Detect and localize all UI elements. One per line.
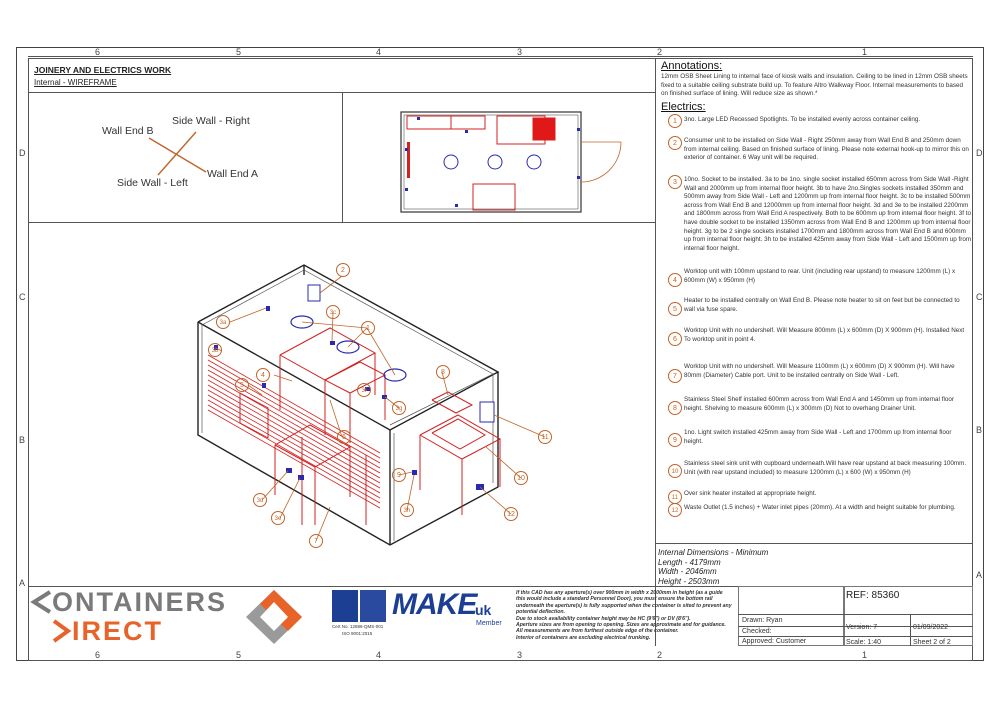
callout-12: 12 (504, 507, 518, 521)
ruler-col-1-bottom: 1 (862, 650, 868, 660)
views-divider (28, 222, 655, 223)
callout-6: 6 (337, 430, 351, 444)
dims-divider (655, 543, 973, 544)
callout-8: 8 (436, 365, 450, 379)
internal-dimensions (658, 548, 768, 586)
label-side-wall-right: Side Wall - Right (172, 115, 250, 127)
make-uk-suffix: uk (475, 602, 492, 618)
item-text: Heater to be installed centrally on Wall End B. Please note heater to sit on feet but be connected to wall via fuse spare. (684, 297, 960, 313)
callout-11: 11 (538, 430, 552, 444)
item-number: 12 (668, 503, 682, 517)
ruler-col-4-top: 4 (376, 47, 382, 57)
ruler-row-c-right: C (976, 292, 983, 302)
make-uk-member: Member (476, 620, 502, 627)
callout-9: 9 (392, 468, 406, 482)
certification-badges (332, 590, 386, 640)
callout-3b: 3b (208, 343, 222, 357)
callout-10: 10 (514, 471, 528, 485)
ruler-col-2-bottom: 2 (657, 650, 663, 660)
electrics-item-1 (661, 114, 972, 128)
electrics-item-6 (661, 327, 972, 347)
item-text: 10no. Socket to be installed. 3a to be 1no. single socket installed 650mm across from Side Wall -Right Wall and 2000mm up from internal floor height. 3b to have 2no.Singles sockets installed 350mm and 500mm away from Side Wall - Left and 1200mm up from internal floor height. 3c to be installed 500mm across from Wall End B and 12000mm up from internal floor height. 3d and 3e to be installed 2200mm and 1800mm across from Wall End A respectively. Both to be 600mm up from internal floor height. 3f to have double socket to be installed 1350mm across from Wall End B and 1200mm up from internal floor height. 3g to be 2 single sockets installed 1700mm and 1800mm across from Wall End B and 600mm up from internal floor height. 3h to be installed 425mm away from Side Wall - Left and 1500mm up from internal floor height. (684, 176, 972, 252)
callout-3g: 3g (392, 401, 406, 415)
plan-view (395, 104, 635, 216)
logo-line-2: IRECT (72, 616, 163, 646)
ruler-row-b-right: B (976, 425, 983, 435)
callout-4: 4 (256, 368, 270, 382)
logo-d-mark-icon (50, 619, 72, 643)
approved-by: Approved: Customer (742, 638, 807, 645)
containers-direct-logo (30, 588, 318, 646)
item-text: Over sink heater installed at appropriate height. (684, 490, 817, 497)
note-4: All measurements are from furthest outside edge of the container. (516, 628, 679, 635)
ruler-col-6-bottom: 6 (95, 650, 101, 660)
ukas-badge-icon (360, 590, 386, 622)
checked-by: Checked: (742, 628, 772, 635)
ruler-col-5-bottom: 5 (236, 650, 242, 660)
make-uk-logo (392, 588, 512, 638)
callout-3d: 3d (253, 493, 267, 507)
tb-row-line-3 (738, 636, 973, 637)
ruler-row-c-left: C (19, 292, 26, 302)
version: Version: 7 (846, 624, 878, 631)
isometric-wireframe (30, 225, 652, 583)
label-side-wall-left: Side Wall - Left (117, 177, 188, 189)
callout-5: 5 (235, 378, 249, 392)
item-number: 5 (668, 302, 682, 316)
electrics-item-7 (661, 363, 972, 385)
callout-1: 1 (361, 321, 375, 335)
annotations-text: 12mm OSB Sheet Lining to internal face of kiosk walls and insulation. Ceiling to be lined in 12mm OSB sheets fixed to a suitable ceiling substrate build up. To feature Altro Walkway Floor. Internal measurements to based on finished surface of lining. Will reduce size as shown.* (661, 73, 968, 97)
logo-line-1: ONTAINERS (52, 587, 228, 617)
iso-number: ISO 9001:2015 (342, 631, 373, 636)
item-text: Stainless Steel Shelf installed 600mm across from Wall End A and 1450mm up from internal floor height. Shelving to measure 600mm (L) x 300mm (D) Not to overhang Drainer Unit. (684, 396, 954, 412)
electrics-item-4 (661, 268, 972, 288)
electrics-item-8 (661, 396, 972, 416)
cert-number: Cert No. 12886-QMS-001 (332, 624, 384, 629)
item-number: 9 (668, 433, 682, 447)
ruler-col-3-top: 3 (517, 47, 523, 57)
make-uk-wordmark: MAKE (392, 588, 477, 621)
item-text: Stainless steel sink unit with cupboard underneath.Will have rear upstand at back measuring 100mm. Unit (with rear upstand included) to measure 1200mm (L) x 600 (W) x 950mm (H) (684, 460, 967, 476)
item-number: 11 (668, 490, 682, 504)
logo-c-mark-icon (30, 590, 52, 614)
label-wall-end-b: Wall End B (102, 125, 154, 137)
plan-view-drawing (395, 104, 635, 216)
callout-3a: 3a (216, 315, 230, 329)
logo-arrow-icon (244, 588, 318, 646)
dims-heading: Internal Dimensions - Minimum (658, 548, 769, 557)
orientation-cross (28, 92, 342, 222)
electrics-item-9 (661, 429, 972, 449)
tb-row-line-1 (738, 614, 973, 615)
reference-number: REF: 85360 (846, 590, 900, 601)
item-text: Waste Outlet (1.5 inches) + Water inlet pipes (20mm). At a width and height suitable for plumbing. (684, 504, 956, 511)
item-text: 1no. Light switch installed 425mm away from Side Wall - Left and 1700mm up from internal floor height. (684, 429, 952, 445)
sheet-number: Sheet 2 of 2 (913, 639, 951, 646)
item-number: 7 (668, 369, 682, 383)
item-number: 3 (668, 175, 682, 189)
electrics-item-5 (661, 297, 972, 317)
callout-3c: 3c (326, 305, 340, 319)
electrics-item-3 (661, 175, 972, 259)
disclaimer-notes (516, 590, 732, 641)
callout-3h: 3h (400, 503, 414, 517)
ruler-col-6-top: 6 (95, 47, 101, 57)
ruler-col-1-top: 1 (862, 47, 868, 57)
top-ruler-line (28, 56, 973, 57)
annotations-heading: Annotations: (661, 60, 723, 72)
callout-7: 7 (309, 534, 323, 548)
electrics-item-2 (661, 136, 972, 166)
note-3: Aperture sizes are from opening to opening. Sizes are approximate and for guidance. (516, 622, 726, 629)
right-panel-divider (655, 58, 656, 646)
ruler-row-a-left: A (19, 578, 26, 588)
note-2: Due to stock availability container height may be HC (9'6") or DV (8'6"). (516, 615, 691, 622)
isometric-view (30, 225, 652, 583)
drawing-title: JOINERY AND ELECTRICS WORK (34, 65, 172, 75)
callout-3e: 3e (271, 511, 285, 525)
dims-width: Width - 2046mm (658, 567, 717, 576)
cert-badge-icon (332, 590, 358, 622)
dims-length: Length - 4179mm (658, 557, 721, 567)
label-wall-end-a: Wall End A (207, 168, 258, 180)
top-views-divider (342, 92, 343, 222)
orientation-key (28, 92, 342, 222)
drawn-by: Drawn: Ryan (742, 617, 783, 624)
electrics-item-11 (661, 490, 972, 504)
dims-height: Height - 2503mm (658, 576, 720, 586)
callout-2: 2 (336, 263, 350, 277)
item-number: 10 (668, 464, 682, 478)
item-number: 4 (668, 273, 682, 287)
electrics-item-12 (661, 503, 972, 517)
callout-3f: 3f (357, 383, 371, 397)
tb-col-line (910, 614, 911, 646)
item-number: 1 (668, 114, 682, 128)
ruler-col-3-bottom: 3 (517, 650, 523, 660)
note-1: If this CAD has any aperture(s) over 900mm in width x 2000mm in height (as a guide this would include a standard Personnel Door), you must ensure the bottom rail underneath the aperture(s) is fully supported when the container is sited to prevent any potential deflection. (516, 590, 732, 616)
item-text: Worktop Unit with no undershelf. Will Measure 1100mm (L) x 600mm (D) X 900mm (H). Will have 80mm (Diameter) Cable port. Unit to be installed centrally on Side Wall - Left. (684, 363, 955, 379)
item-number: 8 (668, 401, 682, 415)
ruler-col-2-top: 2 (657, 47, 663, 57)
scale: Scale: 1:40 (846, 639, 882, 646)
ruler-row-d-right: D (976, 148, 983, 158)
title-block-left (738, 586, 844, 646)
item-text: Worktop Unit with no undershelf. Will Measure 800mm (L) x 600mm (D) X 900mm (H). Installed Next To worktop unit in point 4. (684, 327, 965, 343)
ruler-col-5-top: 5 (236, 47, 242, 57)
electrics-heading: Electrics: (661, 101, 706, 113)
item-text: Worktop unit with 100mm upstand to rear. Unit (including rear upstand) to measure 1200mm (L) x 600mm (W) x 950mm (H) (684, 268, 956, 284)
ruler-row-a-right: A (976, 570, 983, 580)
item-number: 6 (668, 332, 682, 346)
ruler-row-d-left: D (19, 148, 26, 158)
ruler-row-b-left: B (19, 435, 26, 445)
item-text: Consumer unit to be installed on Side Wall - Right 250mm away from Wall End B and 250mm down from internal ceiling. Based on finished surface of lining. Please note external hook-up to mirror this on exterior of container. 6 Way unit will be required. (684, 137, 969, 162)
drawing-date: 01/09/2022 (913, 624, 949, 631)
ruler-col-4-bottom: 4 (376, 650, 382, 660)
electrics-item-10 (661, 460, 972, 480)
note-5: Interior of containers are excluding electrical trunking. (516, 634, 651, 641)
item-number: 2 (668, 136, 682, 150)
item-text: 3no. Large LED Recessed Spotlights. To be installed evenly across container ceiling. (684, 116, 921, 123)
drawing-subtitle: Internal - WIREFRAME (34, 78, 117, 87)
